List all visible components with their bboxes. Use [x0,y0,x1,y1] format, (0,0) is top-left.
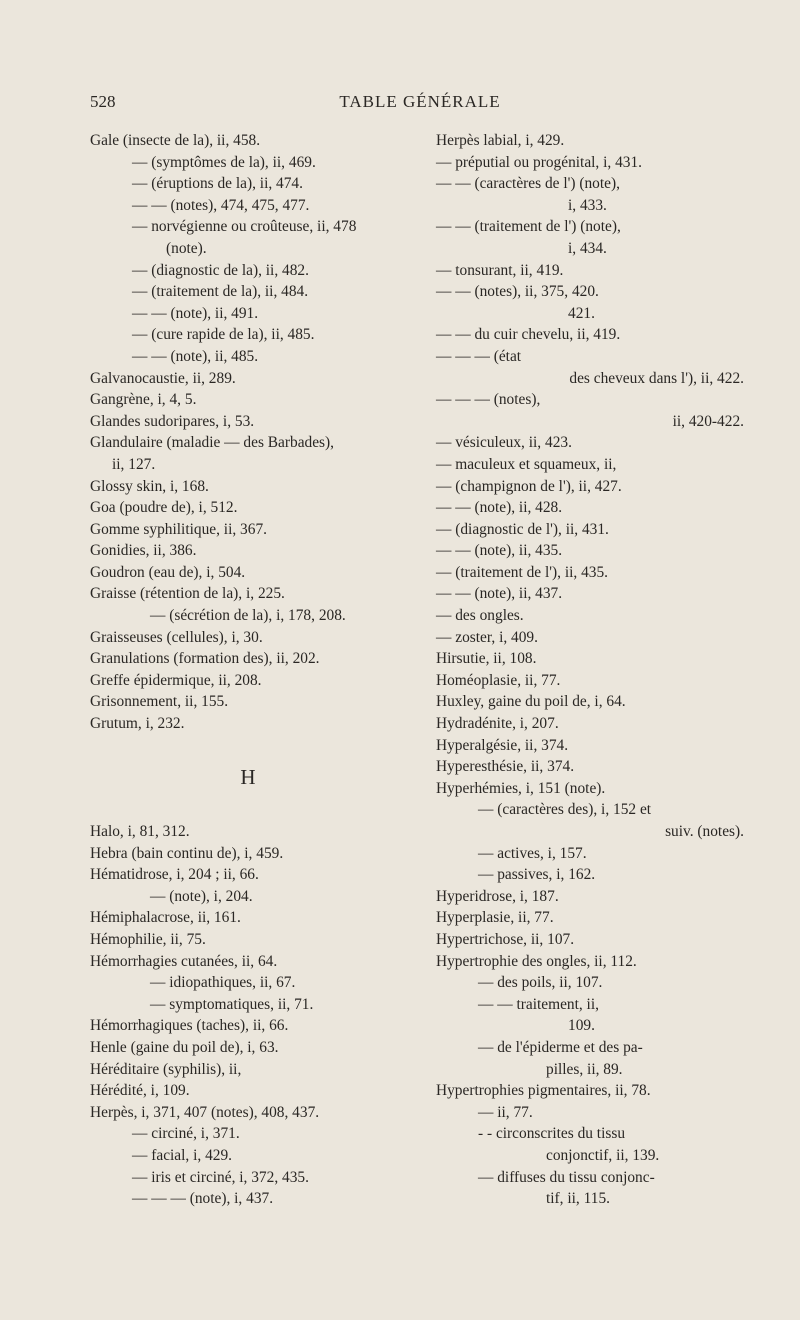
index-entry: conjonctif, ii, 139. [546,1146,660,1164]
index-entry: Hydradénite, i, 207. [436,715,559,733]
index-entry: — (symptômes de la), ii, 469. [132,153,316,171]
page-number: 528 [90,92,116,111]
right-index-column [436,130,744,1210]
index-entry: Hypertrophies pigmentaires, ii, 78. [436,1082,651,1100]
index-entry: Granulations (formation des), ii, 202. [90,650,320,668]
index-entry: Gomme syphilitique, ii, 367. [90,520,267,538]
index-entry: — (caractères des), i, 152 et [478,801,652,819]
index-entry: Herpès labial, i, 429. [436,132,565,149]
index-entry: — — du cuir chevelu, ii, 419. [436,326,621,344]
index-entry: Halo, i, 81, 312. [90,823,190,840]
index-entry: Greffe épidermique, ii, 208. [90,671,262,689]
spacer [90,735,406,757]
index-entry: — (traitement de l'), ii, 435. [436,563,609,581]
index-entry: Hebra (bain continu de), i, 459. [90,844,284,862]
index-entry: des cheveux dans l'), ii, 422. [569,369,744,387]
index-entry: Glandulaire (maladie — des Barbades), [90,434,335,452]
index-entry: — ii, 77. [478,1103,533,1121]
index-entry: — — — (note), i, 437. [132,1190,274,1208]
index-entry: ii, 420-422. [672,412,744,430]
index-entry: — — (note), ii, 428. [436,499,563,517]
index-entry: — idiopathiques, ii, 67. [150,974,296,992]
index-entry: Hérédité, i, 109. [90,1082,190,1100]
index-entry: Hématidrose, i, 204 ; ii, 66. [90,866,259,884]
index-entry: — diffuses du tissu conjonc- [478,1168,655,1186]
index-entry: Huxley, gaine du poil de, i, 64. [436,693,626,711]
index-entry: Gale (insecte de la), ii, 458. [90,132,261,149]
index-entry: Hyperhémies, i, 151 (note). [436,779,606,797]
index-entry: Grisonnement, ii, 155. [90,693,229,711]
running-title: TABLE GÉNÉRALE [339,92,501,111]
index-entry: suiv. (notes). [665,823,744,840]
index-entry: — — (notes), 474, 475, 477. [132,196,310,214]
index-entry: Hémorrhagiques (taches), ii, 66. [90,1017,289,1035]
index-entry: — vésiculeux, ii, 423. [436,434,572,452]
index-entry: — — (notes), ii, 375, 420. [436,283,599,301]
index-entry: Herpès, i, 371, 407 (notes), 408, 437. [90,1103,320,1121]
index-entry: — — — (état [436,347,522,365]
index-entry: Goudron (eau de), i, 504. [90,563,246,581]
index-entry: — facial, i, 429. [132,1146,233,1164]
index-entry: — — (note), ii, 435. [436,542,563,560]
index-entry: — iris et circiné, i, 372, 435. [132,1168,309,1186]
index-entry: Gangrène, i, 4, 5. [90,391,197,409]
index-entry: Hémophilie, ii, 75. [90,930,206,948]
index-entry: — — traitement, ii, [478,995,599,1013]
left-index-column [90,130,406,1210]
index-entry: — (diagnostic de l'), ii, 431. [436,520,609,538]
index-entry: Glossy skin, i, 168. [90,477,209,495]
index-entry: — norvégienne ou croûteuse, ii, 478 [132,218,357,236]
index-entry: Grutum, i, 232. [90,715,185,733]
index-entry: 109. [568,1017,595,1035]
index-entry: — (champignon de l'), ii, 427. [436,477,622,495]
index-entry: i, 434. [568,239,607,257]
index-entry: — — (caractères de l') (note), [436,175,620,193]
index-entry: Hémiphalacrose, ii, 161. [90,909,241,927]
index-entry: — (cure rapide de la), ii, 485. [132,326,315,344]
index-entry: - - circonscrites du tissu [478,1125,626,1143]
index-entry: Goa (poudre de), i, 512. [90,499,238,517]
index-entry: Henle (gaine du poil de), i, 63. [90,1038,279,1056]
index-entry: — symptomatiques, ii, 71. [150,995,314,1013]
index-entry: ii, 127. [112,455,156,473]
index-entry: Galvanocaustie, ii, 289. [90,369,236,387]
index-entry: — — (traitement de l') (note), [436,218,621,236]
index-entry: Hypertrichose, ii, 107. [436,930,575,948]
spacer [90,799,406,821]
index-entry: 421. [568,304,595,322]
index-entry: (note). [166,239,207,257]
index-entry: Glandes sudoripares, i, 53. [90,412,255,430]
index-entry: — passives, i, 162. [478,866,596,884]
index-entry: — (sécrétion de la), i, 178, 208. [150,607,346,625]
index-entry: Hyperesthésie, ii, 374. [436,758,575,776]
index-entry: Hémorrhagies cutanées, ii, 64. [90,952,278,970]
index-entry: Hirsutie, ii, 108. [436,650,537,668]
index-entry: Hyperidrose, i, 187. [436,887,559,905]
index-entry: — — (note), ii, 491. [132,304,259,322]
section-letter-heading: H [240,765,256,790]
index-entry: — (diagnostic de la), ii, 482. [132,261,309,279]
index-entry: — — (note), ii, 437. [436,585,563,603]
index-entry: tif, ii, 115. [546,1190,610,1208]
index-entry: — maculeux et squameux, ii, [436,455,617,473]
index-entry: — des poils, ii, 107. [478,974,603,992]
index-entry: pilles, ii, 89. [546,1060,623,1078]
index-entry: — préputial ou progénital, i, 431. [436,153,643,171]
index-entry: — (éruptions de la), ii, 474. [132,175,303,193]
index-entry: Hypertrophie des ongles, ii, 112. [436,952,637,970]
index-entry: Gonidies, ii, 386. [90,542,197,560]
index-entry: — des ongles. [436,607,524,625]
index-entry: Graisse (rétention de la), i, 225. [90,585,285,603]
index-entry: — circiné, i, 371. [132,1125,240,1143]
index-entry: — — — (notes), [436,391,541,409]
index-entry: Graisseuses (cellules), i, 30. [90,628,263,646]
index-entry: Hyperplasie, ii, 77. [436,909,554,927]
index-entry: — tonsurant, ii, 419. [436,261,564,279]
index-entry: Homéoplasie, ii, 77. [436,671,561,689]
index-entry: i, 433. [568,196,607,214]
index-entry: — (traitement de la), ii, 484. [132,283,309,301]
index-entry: — actives, i, 157. [478,844,587,862]
index-entry: — (note), i, 204. [150,887,253,905]
index-entry: Hyperalgésie, ii, 374. [436,736,569,754]
index-entry: Héréditaire (syphilis), ii, [90,1060,242,1078]
index-entry: — zoster, i, 409. [436,628,538,646]
index-entry: — — (note), ii, 485. [132,347,259,365]
index-entry: — de l'épiderme et des pa- [478,1038,643,1056]
